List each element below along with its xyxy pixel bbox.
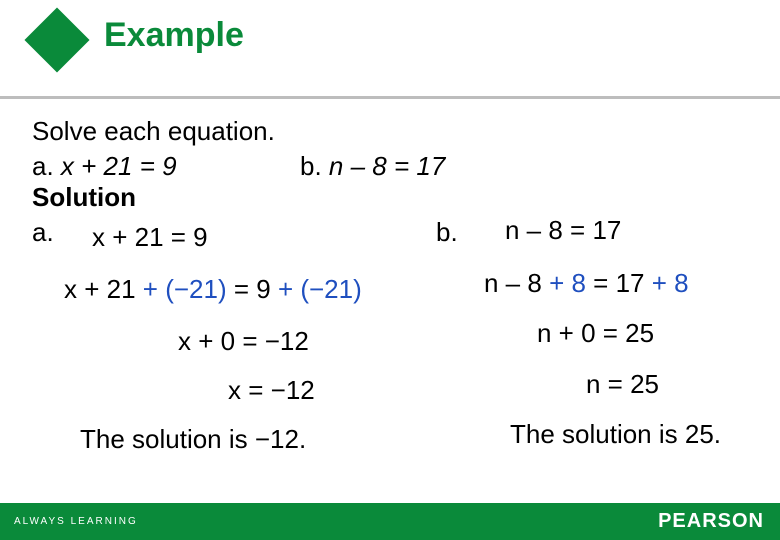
part-a-step3: x + 0 = −12 <box>178 326 309 356</box>
instruction-text: Solve each equation. <box>32 116 275 146</box>
part-a-label: a. <box>32 217 54 247</box>
problem-a <box>32 153 177 179</box>
part-b-step2 <box>484 270 689 296</box>
part-a-step2 <box>64 276 362 302</box>
part-b-step2-middle: = 17 <box>585 268 652 298</box>
part-b-label: b. <box>436 217 458 247</box>
title-divider <box>0 96 780 99</box>
slide-title: Example <box>104 16 244 54</box>
part-b-step2-left: n – 8 <box>484 268 550 298</box>
part-a-step2-left: x + 21 <box>64 274 143 304</box>
part-b-conclusion: The solution is 25. <box>510 419 722 449</box>
diamond-bullet-icon <box>24 7 89 72</box>
part-a-step2-added-left: + (−21) <box>142 274 227 304</box>
part-b-step2-added-left: + 8 <box>549 268 586 298</box>
problem-b-label: b. <box>300 151 322 181</box>
footer-tagline: ALWAYS LEARNING <box>14 516 138 527</box>
problem-a-equation: x + 21 = 9 <box>60 151 177 181</box>
part-a-step4: x = −12 <box>228 375 315 405</box>
part-a-step1: x + 21 = 9 <box>92 222 208 252</box>
part-a-step2-middle: = 9 <box>226 274 278 304</box>
footer-bar <box>0 503 780 540</box>
part-a-step2-added-right: + (−21) <box>277 274 362 304</box>
part-b-step3: n + 0 = 25 <box>537 318 655 348</box>
part-b-step2-added-right: + 8 <box>651 268 689 298</box>
pearson-logo: PEARSON <box>658 510 764 532</box>
problem-b-equation: n – 8 = 17 <box>328 151 446 181</box>
problem-b <box>300 153 445 179</box>
problem-a-label: a. <box>32 151 54 181</box>
part-b-step1: n – 8 = 17 <box>505 215 622 245</box>
solution-heading: Solution <box>32 182 136 212</box>
part-b-step4: n = 25 <box>586 369 660 399</box>
part-a-conclusion: The solution is −12. <box>80 424 307 454</box>
